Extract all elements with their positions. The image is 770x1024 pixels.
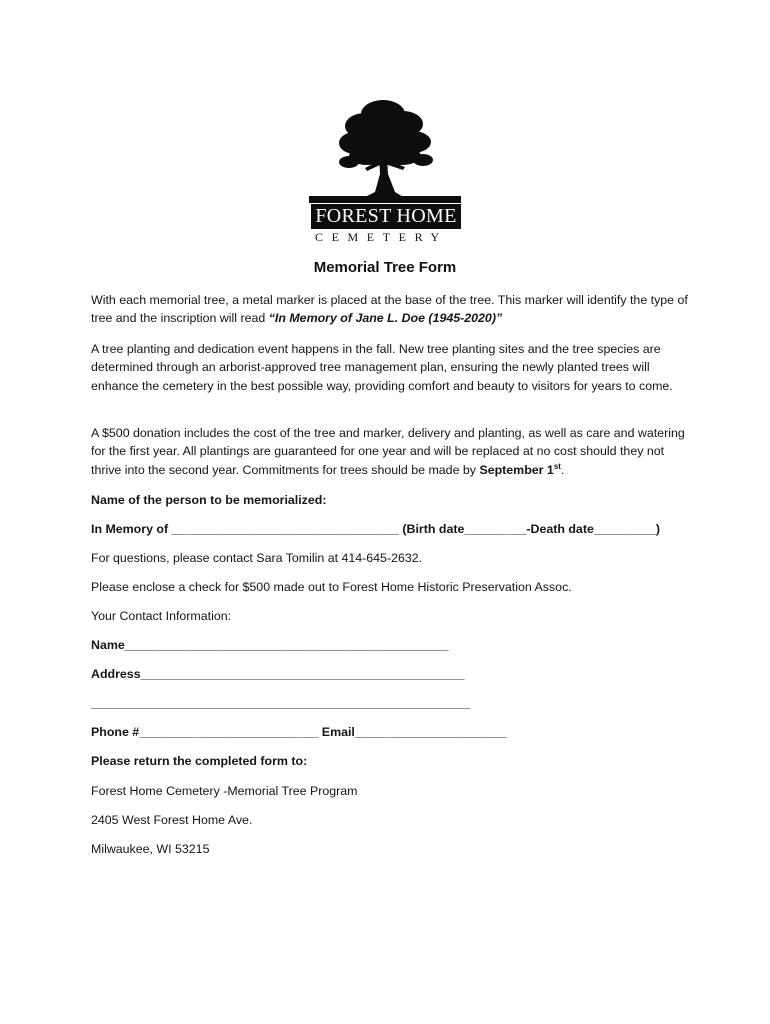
address-line-2-field[interactable]: _______________________________________________________: [91, 696, 471, 710]
donation-paragraph: A $500 donation includes the cost of the tree and marker, delivery and planting, as well as care and watering for the first year. All plantings are guaranteed for one year and will be replaced at no cost should they not thrive into the second year. Commitments for trees should be made by September 1st.: [91, 426, 685, 477]
contact-info-heading: Your Contact Information:: [91, 609, 232, 623]
deadline-date: September 1st: [479, 461, 561, 477]
return-address-line-1: Forest Home Cemetery -Memorial Tree Program: [91, 784, 358, 798]
inscription-example: “In Memory of Jane L. Doe (1945-2020)”: [268, 311, 503, 326]
forest-home-cemetery-logo: [305, 96, 465, 246]
event-paragraph: A tree planting and dedication event happens in the fall. New tree planting sites and the tree species are determined through an arborist-approved tree management plan, ensuring the newly planted trees will enhance the cemetery in the best possible way, providing comfort and beauty to visitors for years to come.: [91, 342, 673, 393]
logo-subtitle: CEMETERY: [315, 230, 448, 244]
in-memory-field[interactable]: In Memory of _________________________________ (Birth date_________-Death date_________): [91, 522, 660, 536]
marker-paragraph-text: With each memorial tree, a metal marker is placed at the base of the tree. This marker will identify the type of tree and the inscription will read: [91, 293, 688, 326]
marker-paragraph: [91, 291, 691, 328]
return-form-heading: Please return the completed form to:: [91, 754, 308, 768]
logo-wordmark: FOREST HOME: [311, 204, 461, 229]
return-address-line-2: 2405 West Forest Home Ave.: [91, 813, 253, 827]
check-instructions-line: Please enclose a check for $500 made out to Forest Home Historic Preservation Assoc.: [91, 580, 572, 594]
oak-tree-icon: [305, 96, 465, 206]
phone-email-fields[interactable]: Phone #__________________________ Email______________________: [91, 725, 507, 739]
address-field[interactable]: Address_______________________________________________: [91, 667, 465, 681]
return-address-line-3: Milwaukee, WI 53215: [91, 842, 210, 856]
questions-contact-line: For questions, please contact Sara Tomilin at 414-645-2632.: [91, 551, 423, 565]
name-field[interactable]: Name_______________________________________________: [91, 638, 449, 652]
form-title: Memorial Tree Form: [313, 259, 457, 276]
donation-paragraph-text: A $500 donation includes the cost of the tree and marker, delivery and planting, as well as care and watering for the first year. All plantings are guaranteed for one year and will be replaced at no cost should they not thrive into the second year. Commitments for trees should be made by: [91, 426, 685, 477]
memorialized-heading: Name of the person to be memorialized:: [91, 493, 327, 507]
